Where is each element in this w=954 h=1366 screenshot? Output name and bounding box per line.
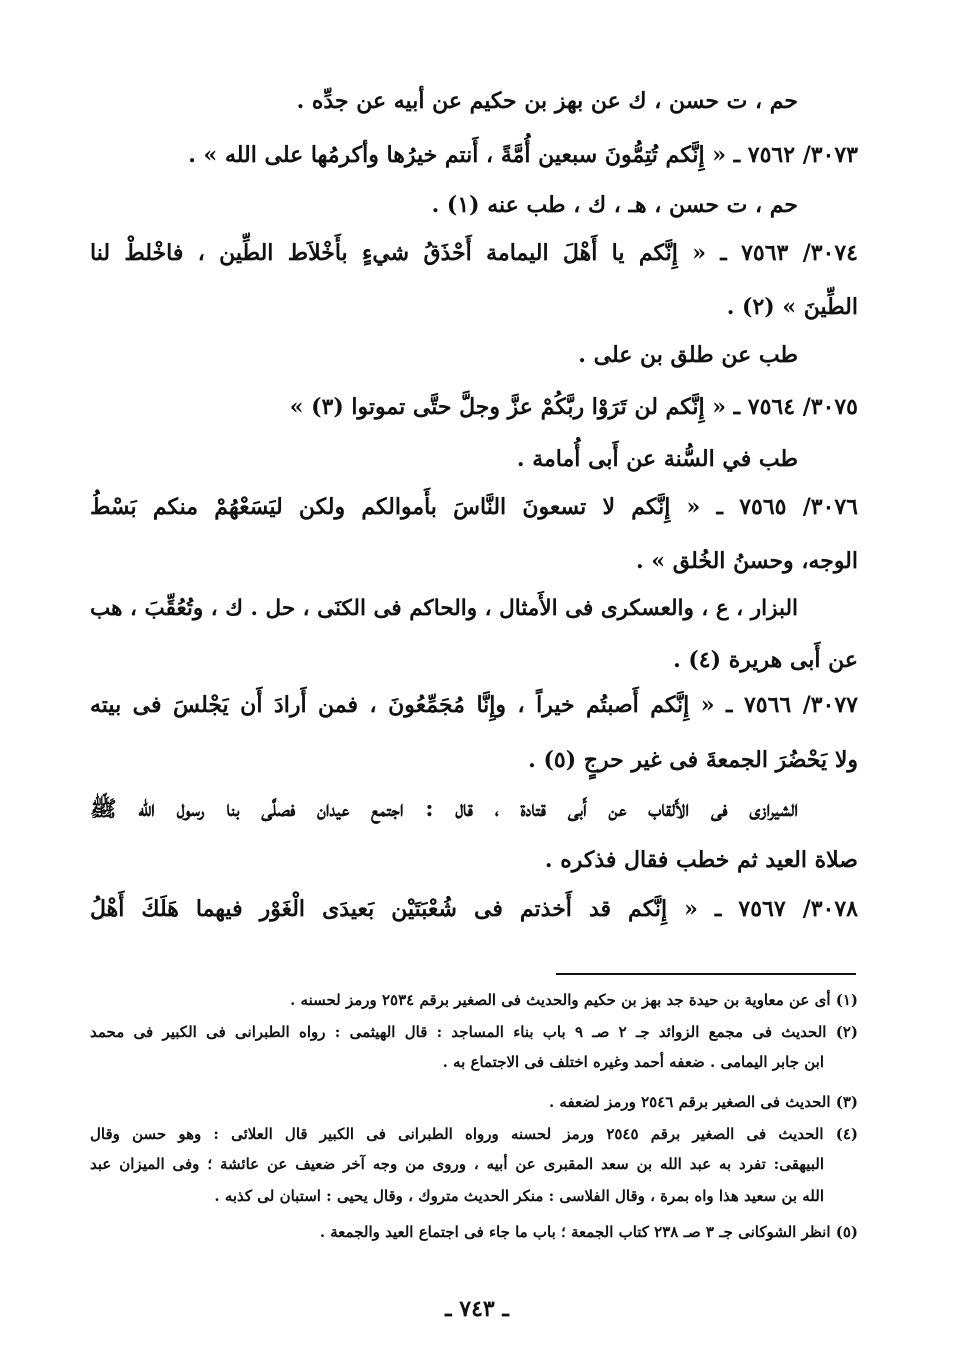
hadith-3073: ٣٠٧٣/ ٧٥٦٢ ـ « إِنَّكم تُتِمُّونَ سبعين أُمَّةً ، أَنتم خيرُها وأكرمُها على الله » . [188,142,858,168]
text-line: عن أَبى هريرة (٤) . [673,647,858,673]
text-line: حم ، ت حسن ، ك عن بهز بن حكيم عن أبيه عن جدِّه . [296,88,798,114]
text-line: حم ، ت حسن ، هـ ، ك ، طب عنه (١) . [431,192,798,218]
hadith-3076: ٣٠٧٦/ ٧٥٦٥ ـ « إِنَّكم لا تسعونَ النَّاسَ بأَموالكم ولكن ليَسَعْهُمْ منكم بَسْطُ [90,494,858,520]
hadith-3078: ٣٠٧٨/ ٧٥٦٧ ـ « إِنَّكم قد أَخذتم فى شُعْبَتَيْن بَعيدَى الْغَوْر فيهما هَلَكَ أَهْلُ [90,896,858,922]
text-line: البزار ، ع ، والعسكرى فى الأَمثال ، والحاكم فى الكنَى ، حل . ك ، وتُعُقِّبَ ، هب [90,596,798,621]
text-line: طب عن طلق بن على . [578,342,798,368]
hadith-3075: ٣٠٧٥/ ٧٥٦٤ ـ « إِنَّكم لن تَرَوْا ربَّكُمْ عزَّ وجلَّ حتَّى تموتوا (٣) » [289,394,858,420]
hadith-3077: ٣٠٧٧/ ٧٥٦٦ ـ « إِنَّكم أَصبتُم خيراً ، وإِنَّا مُجَمِّعُونَ ، فمن أَرادَ أَن يَجْلسَ فى بيته [90,692,858,718]
footnote-1: (١) أى عن معاوية بن حيدة جد بهز بن حكيم والحديث فى الصغير برقم ٢٥٣٤ ورمز لحسنه . [290,991,858,1009]
text-line: طب في السُّنة عن أَبى أُمامة . [516,446,798,472]
hadith-3074: ٣٠٧٤/ ٧٥٦٣ ـ « إِنَّكم يا أَهْلَ اليمامة أَحْذَقُ شيءٍ بأَخْلاَط الطِّين ، فاخْلطْ لنا [90,240,858,266]
footnote-3: (٣) الحديث فى الصغير برقم ٢٥٤٦ ورمز لضعفه . [548,1093,858,1111]
text-line: الطِّينَ » (٢) . [726,294,858,320]
footnote-2-continued: ابن جابر اليمامى . ضعفه أحمد وغيره اختلف فى الاجتماع به . [442,1053,824,1071]
text-line: الوجه، وحسنُ الخُلق » . [636,548,858,574]
text-line: ولا يَحْضُرَ الجمعةَ فى غير حرجٍ (٥) . [528,747,858,773]
footnote-4-continued: الله بن سعيد هذا واه بمرة ، وقال الفلاسى : منكر الحديث متروك ، وقال يحيى : استبان لى كذبه . [214,1187,824,1205]
text-line: الشيرازى فى الأَلقاب عن أَبى قتادة ، قال : اجتمع عيدان فصلَّى بنا رسول الله ﷺ [90,796,798,822]
footnote-2: (٢) الحديث فى مجمع الزوائد جـ ٢ صـ ٩ باب بناء المساجد : قال الهيثمى : رواه الطبرانى فى الكبير فى محمد [90,1023,858,1041]
text-line: صلاة العيد ثم خطب فقال فذكره . [544,847,858,873]
footnote-5: (٥) انظر الشوكانى جـ ٣ صـ ٢٣٨ كتاب الجمعة ؛ باب ما جاء فى اجتماع العيد والجمعة . [319,1223,858,1241]
footnote-separator [556,973,856,975]
footnote-4-continued: البيهقى: تفرد به عبد الله بن سعد المقبرى عن أبيه ، وروى من وجه آخر ضعيف عن عائشة ؛ وفى الميزان عبد [90,1155,824,1173]
footnote-4: (٤) الحديث فى الصغير برقم ٢٥٤٥ ورمز لحسنه ورواه الطبرانى فى الكبير قال العلائى : وهو حسن وقال [90,1125,858,1143]
page-number: ـ ٧٤٣ ـ [445,1296,509,1322]
